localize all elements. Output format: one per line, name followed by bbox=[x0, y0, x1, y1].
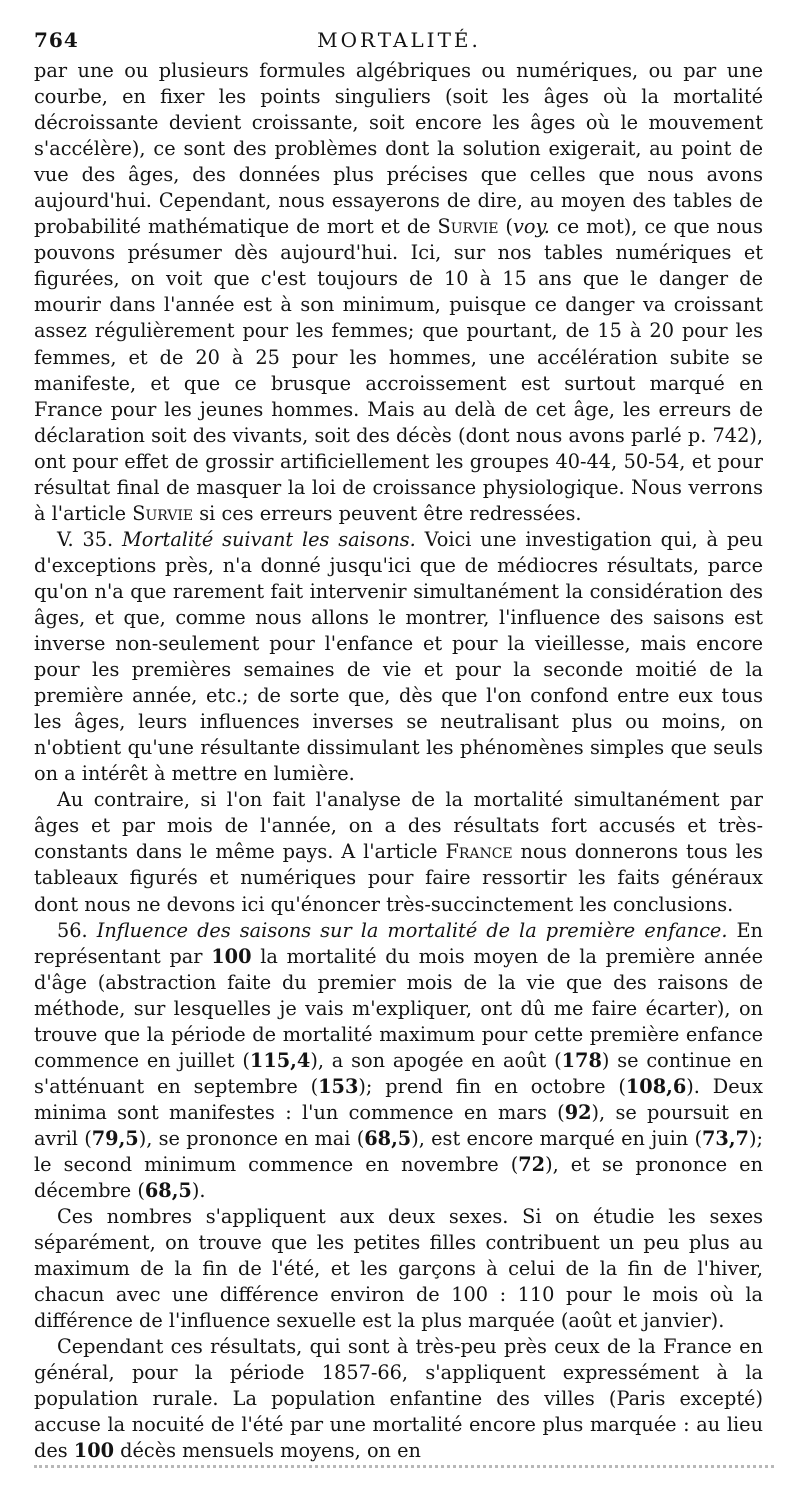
running-title: MORTALITÉ. bbox=[317, 28, 481, 52]
paragraph-3: Au contraire, si l'on fait l'analyse de la mortalité simultanément par âges et par mois de l'année, on a des résultats fort accusés et très-constants dans le même pays. A l'article France nous donnerons tous les tableaux figurés et numériques pour faire ressortir les faits généraux dont nous ne devons ici qu'énoncer très-succinctement les conclusions. bbox=[34, 788, 763, 916]
page-header bbox=[34, 28, 764, 58]
paragraph-5: Ces nombres s'appliquent aux deux sexes. Si on étudie les sexes séparément, on trouve que les petites filles contribuent un peu plus au maximum de la fin de l'été, et les garçons à celui de la fin de l'hiver, chacun avec une différence environ de 100 : 110 pour le mois où la différence de l'influence sexuelle est la plus marquée (août et janvier). bbox=[34, 1205, 763, 1333]
bleed-through-line bbox=[34, 1465, 774, 1468]
body-text bbox=[34, 58, 763, 1465]
paragraph-4: 56. Influence des saisons sur la mortalité de la première enfance. En représentant par 100 la mortalité du mois moyen de la première année d'âge (abstraction faite du premier mois de la vie que des raisons de méthode, sur lesquelles je vais m'expliquer, ont dû me faire écarter), on trouve que la période de mortalité maximum pour cette première enfance commence en juillet (115,4), a son apogée en août (178) se continue en s'atténuant en septembre (153); prend fin en octobre (108,6). Deux minima sont manifestes : l'un commence en mars (92), se poursuit en avril (79,5), se prononce en mai (68,5), est encore marqué en juin (73,7); le second minimum commence en novembre (72), et se prononce en décembre (68,5). bbox=[34, 918, 764, 1203]
section-heading: Mortalité suivant les saisons. bbox=[122, 527, 416, 551]
paragraph-2: V. 35. Mortalité suivant les saisons. Voici une investigation qui, à peu d'exceptions près, n'a donné jusqu'ici que de médiocres résultats, parce qu'on n'a que rarement fait intervenir simultanément la considération des âges, et que, comme nous allons le montrer, l'influence des saisons est inverse non-seulement pour l'enfance et pour la vieillesse, mais encore pour les premières semaines de vie et pour la seconde moitié de la première année, etc.; de sorte que, dès que l'on confond entre eux tous les âges, leurs influences inverses se neutralisant plus ou moins, on n'obtient qu'une résultante dissimulant les phénomènes simples que seuls on a intérêt à mettre en lumière. bbox=[34, 527, 763, 786]
cross-reference: France bbox=[445, 840, 513, 864]
cross-reference: Survie bbox=[132, 501, 194, 525]
section-heading: Influence des saisons sur la mortalité de la première enfance. bbox=[96, 918, 728, 942]
page-number: 764 bbox=[34, 28, 79, 52]
cross-reference: Survie bbox=[437, 215, 499, 239]
section-number: V. 35. bbox=[57, 527, 114, 551]
paragraph-6: Cependant ces résultats, qui sont à très-peu près ceux de la France en général, pour la période 1857-66, s'appliquent expressément à la population rurale. La population enfantine des villes (Paris excepté) accuse la nocuité de l'été par une mortalité encore plus marquée : au lieu des 100 décès mensuels moyens, on en bbox=[34, 1335, 763, 1463]
paragraph-1: par une ou plusieurs formules algébriques ou numériques, ou par une courbe, en fixer les points singuliers (soit les âges où la mortalité décroissante devient croissante, soit encore les âges où le mouvement s'accélère), ce sont des problèmes dont la solution exigerait, au point de vue des âges, des données plus précises que celles que nous avons aujourd'hui. Cependant, nous essayerons de dire, au moyen des tables de probabilité mathématique de mort et de Survie (voy. ce mot), ce que nous pouvons présumer dès aujourd'hui. Ici, sur nos tables numériques et figurées, on voit que c'est toujours de 10 à 15 ans que le danger de mourir dans l'année est à son minimum, puisque ce danger va croissant assez régulièrement pour les femmes; que pourtant, de 15 à 20 pour les femmes, et de 20 à 25 pour les hommes, une accélération subite se manifeste, et que ce brusque accroissement est surtout marqué en France pour les jeunes hommes. Mais au delà de cet âge, les erreurs de déclaration soit des vivants, soit des décès (dont nous avons parlé p. 742), ont pour effet de grossir artificiellement les groupes 40-44, 50-54, et pour résultat final de masquer la loi de croissance physiologique. Nous verrons à l'article Survie si ces erreurs peuvent être redressées. bbox=[34, 59, 763, 525]
section-number: 56. bbox=[57, 918, 88, 942]
